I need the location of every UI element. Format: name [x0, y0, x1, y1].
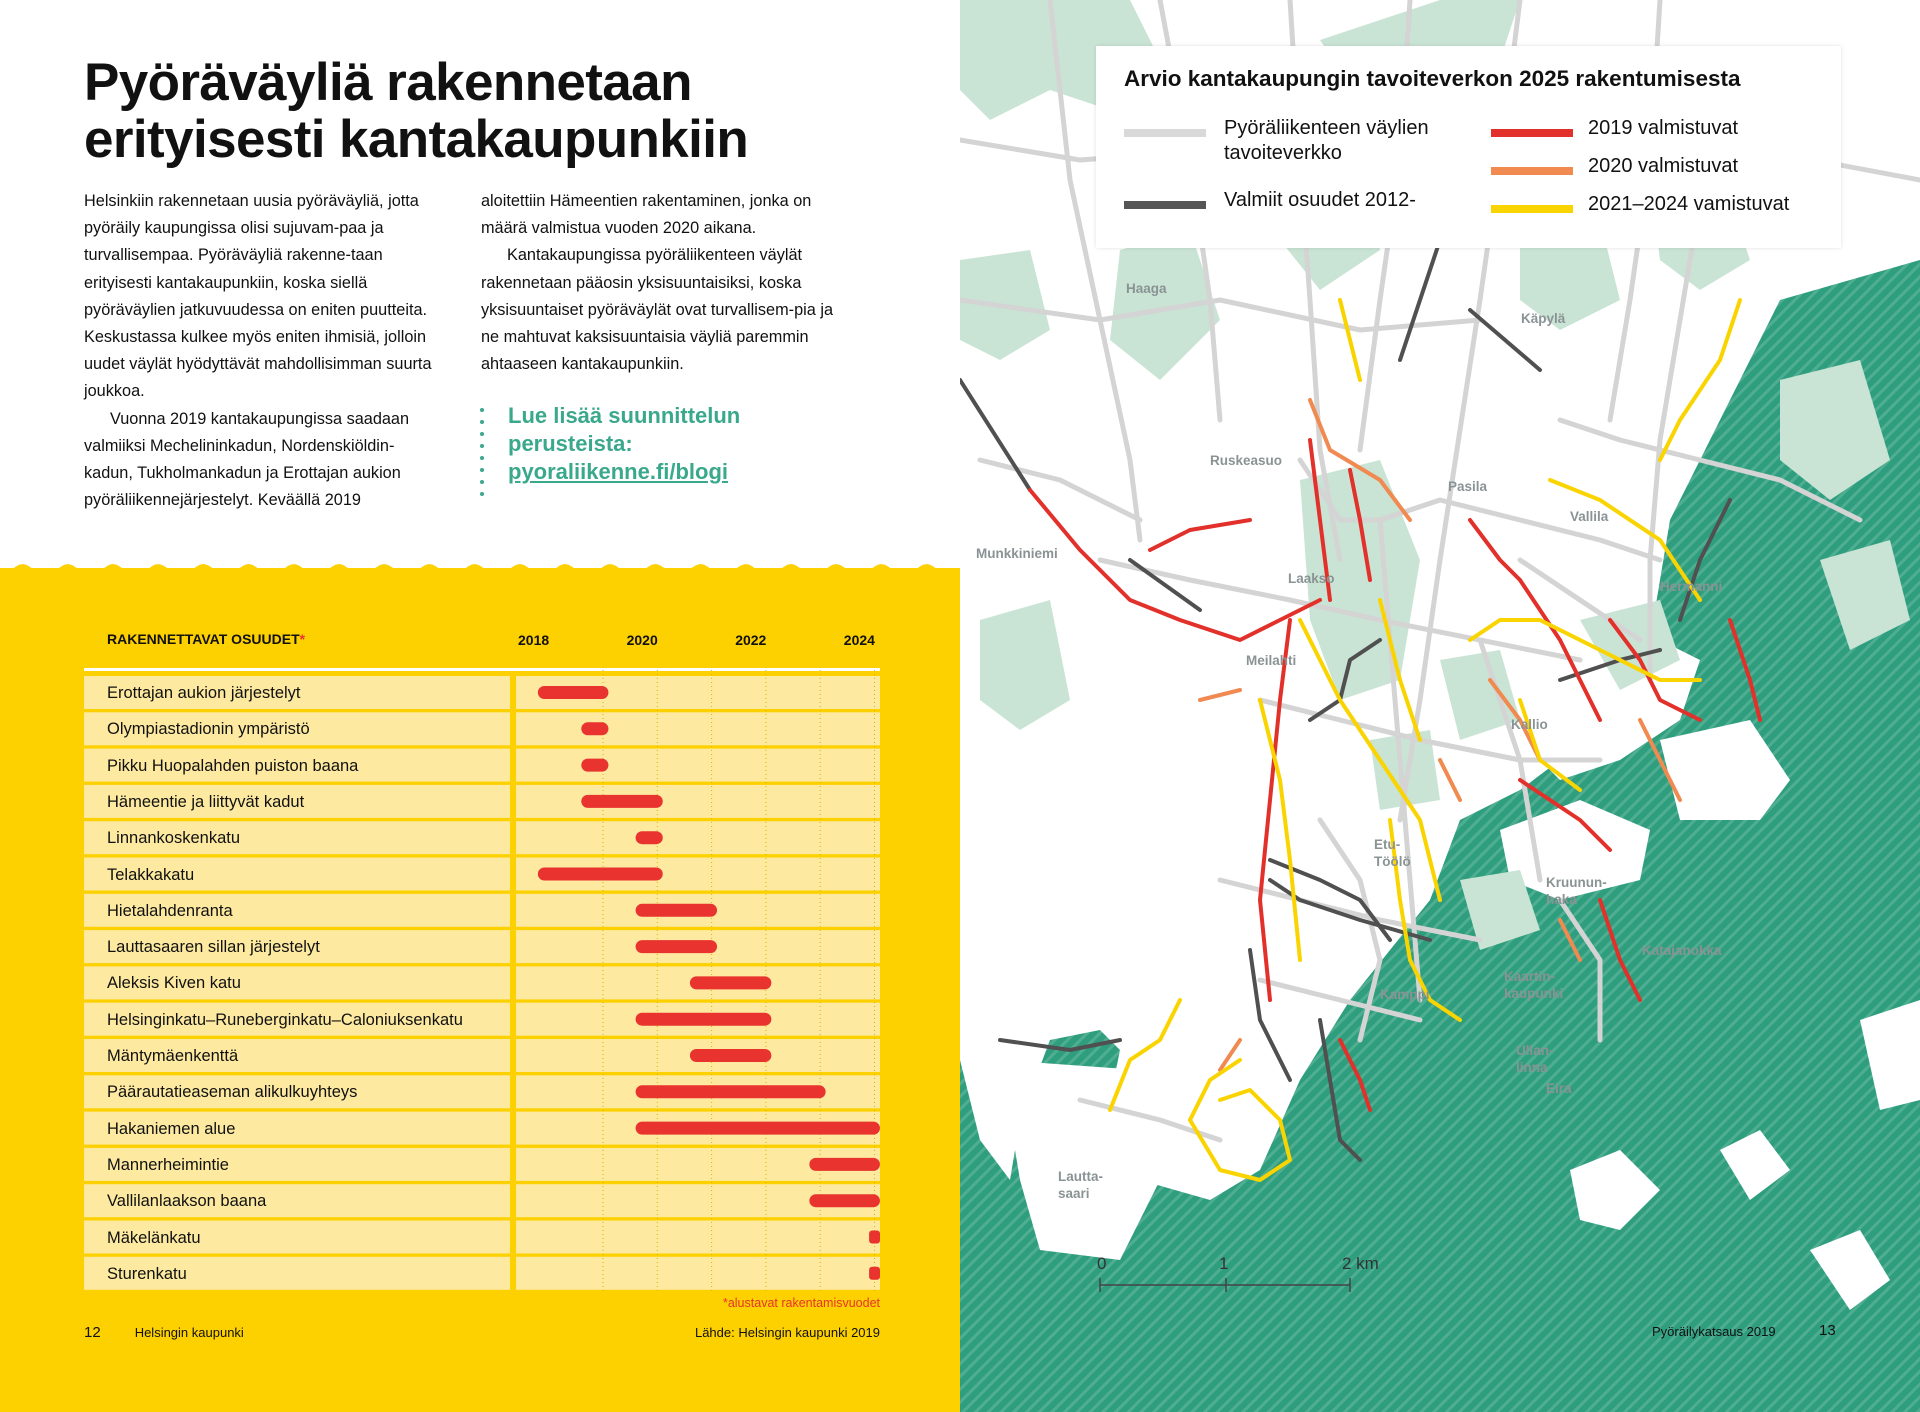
legend-label-completed: Valmiit osuudet 2012- [1224, 189, 1416, 211]
gantt-year-label: 2022 [735, 632, 767, 648]
place-name-line: Ruskeasuo [1210, 453, 1283, 468]
footer-right-title: Pyöräilykatsaus 2019 [1652, 1324, 1776, 1339]
gantt-row-label: Olympiastadionin ympäristö [107, 720, 310, 739]
body-paragraph: aloitettiin Hämeentien rakentaminen, jonka on määrä valmistua vuoden 2020 aikana. [481, 192, 812, 238]
gantt-row-timeline-bg [516, 821, 880, 854]
body-paragraph: Helsinkiin rakennetaan uusia pyöräväyliä, jotta pyöräily kaupungissa olisi sujuvam-paa ja turvallisempaa. Pyöräväyliä rakenne-taan erityisesti kantakaupunkiin, koska siellä pyöräväylien jatkuvuudessa on eniten puutteita. Keskustassa kulkee myös eniten ihmisiä, jolloin uudet väylät hyödyttävät mahdollisimman suurta joukkoa. [84, 192, 432, 401]
gantt-row-timeline-bg [516, 1221, 880, 1254]
gantt-bar [636, 904, 717, 917]
gantt-heading-text: RAKENNETTAVAT OSUUDET [107, 631, 300, 647]
place-name-line: Munkkiniemi [976, 546, 1058, 561]
gantt-row-timeline-bg [516, 749, 880, 782]
gantt-year-label: 2020 [626, 632, 658, 648]
gantt-row-label: Vallilanlaakson baana [107, 1192, 267, 1211]
map-place-label [1058, 1168, 1103, 1202]
map-place-label [1374, 836, 1411, 870]
gantt-row-label: Hakaniemen alue [107, 1119, 236, 1138]
legend-label-2021-2024: 2021–2024 vamistuvat [1588, 193, 1790, 215]
place-name-line: Meilahti [1246, 653, 1297, 668]
gantt-bar [690, 976, 771, 989]
place-name-line: Käpylä [1521, 311, 1566, 326]
place-name-line: Hermanni [1660, 579, 1723, 594]
legend-label-2020: 2020 valmistuvat [1588, 155, 1739, 177]
map-place-label [1660, 578, 1722, 595]
place-name-line: Haaga [1126, 281, 1167, 296]
title-line-2: erityisesti kantakaupunkiin [84, 110, 749, 169]
map-place-label [1288, 570, 1335, 587]
gantt-bar [636, 1013, 772, 1026]
legend-swatch-2019 [1491, 129, 1573, 137]
gantt-row-label: Lauttasaaren sillan järjestelyt [107, 938, 320, 957]
gantt-row-timeline-bg [516, 1257, 880, 1290]
gantt-row-label: Mäkelänkatu [107, 1228, 201, 1247]
gantt-bar [581, 795, 662, 808]
place-name-line: Lautta- [1058, 1169, 1103, 1184]
place-name-line: Laakso [1288, 571, 1335, 586]
gantt-bar [636, 1085, 826, 1098]
legend-label-target-network [1224, 116, 1429, 166]
legend-swatch-2021-2024 [1491, 205, 1573, 213]
gantt-bar [581, 759, 608, 772]
gantt-row-label: Hämeentie ja liittyvät kadut [107, 792, 305, 811]
place-name-line: Vallila [1570, 509, 1609, 524]
gantt-heading [107, 631, 305, 647]
place-name-line: saari [1058, 1186, 1090, 1201]
gantt-asterisk: * [299, 631, 306, 647]
gantt-row-label: Erottajan aukion järjestelyt [107, 684, 301, 702]
gantt-bar [869, 1267, 880, 1280]
map-place-label [1380, 986, 1430, 1003]
scale-label-0: 0 [1097, 1254, 1107, 1273]
gantt-bar [636, 1122, 880, 1135]
map-place-label [976, 545, 1058, 562]
gantt-top-rule [84, 668, 880, 671]
cta-line-2: perusteista: [508, 431, 633, 456]
map-place-label [1448, 478, 1487, 495]
map-place-label [1546, 874, 1607, 908]
gantt-bar [636, 940, 717, 953]
map-place-label [1246, 652, 1296, 669]
legend-swatch-target-network [1124, 129, 1206, 137]
map-place-label [1521, 310, 1565, 327]
page-number-left: 12 [84, 1324, 101, 1341]
gantt-row-label: Telakkakatu [107, 865, 195, 884]
place-name-line: Eira [1546, 1081, 1572, 1096]
gantt-note: *alustavat rakentamisvuodet [722, 1296, 880, 1310]
legend-label-line: Pyöräliikenteen väylien [1224, 117, 1429, 139]
map-place-label [1504, 968, 1563, 1002]
map-place-label [1546, 1080, 1572, 1097]
gantt-row-label: Aleksis Kiven katu [107, 974, 241, 993]
body-paragraph: Vuonna 2019 kantakaupungissa saadaan valmiiksi Mechelininkadun, Nordenskiöldin-kadun, Tukholmankadun ja Erottajan aukion pyöräliikennejärjestelyt. Keväällä 2019 [84, 409, 410, 510]
place-name-line: Pasila [1448, 479, 1488, 494]
gantt-row-label: Mäntymäenkenttä [107, 1047, 239, 1065]
gantt-bar [636, 831, 663, 844]
gantt-row-label: Päärautatieaseman alikulkuyhteys [107, 1083, 358, 1102]
place-name-line: kaupunki [1504, 986, 1564, 1001]
place-name-line: Kaartin- [1504, 969, 1556, 984]
place-name-line: Töölö [1374, 854, 1411, 869]
scale-label-2km: 2 km [1342, 1254, 1379, 1273]
legend-label-2019: 2019 valmistuvat [1588, 117, 1739, 139]
gantt-row-label: Hietalahdenranta [107, 901, 233, 920]
map-place-label [1210, 452, 1282, 469]
gantt-bar [809, 1194, 880, 1207]
gantt-bar [581, 722, 608, 735]
gantt-row-label: Linnankoskenkatu [107, 829, 241, 848]
cta-line-1: Lue lisää suunnittelun [508, 403, 741, 428]
map-place-label [1642, 942, 1722, 959]
map-place-label [1126, 280, 1167, 297]
gantt-year-label: 2018 [518, 632, 550, 648]
footer-org: Helsingin kaupunki [134, 1325, 244, 1340]
place-name-line: Ullan- [1516, 1043, 1554, 1058]
body-paragraph: Kantakaupungissa pyöräliikenteen väylät rakennetaan pääosin yksisuuntaisiksi, koska yksisuuntaiset pyöräväylät ovat turvallisem-pia ja ne mahtuvat kaksisuuntaisia väyliä paremmin ahtaaseen kantakaupunkiin. [481, 246, 834, 374]
gantt-year-label: 2024 [843, 632, 875, 648]
gantt-row-label: Mannerheimintie [107, 1155, 229, 1174]
title-line-1: Pyöräväyliä rakennetaan [84, 53, 692, 112]
legend-swatch-completed [1124, 201, 1206, 209]
gantt-source: Lähde: Helsingin kaupunki 2019 [694, 1325, 880, 1340]
place-name-line: Katajanokka [1642, 943, 1722, 958]
gantt-bar [869, 1231, 880, 1244]
place-name-line: Kamppi [1380, 987, 1430, 1002]
footer-left [84, 1324, 244, 1341]
gantt-bar [809, 1158, 880, 1171]
gantt-row-label: Sturenkatu [107, 1264, 187, 1283]
place-name-line: Etu- [1374, 837, 1401, 852]
map-place-label [1516, 1042, 1554, 1076]
page-number-right: 13 [1819, 1322, 1836, 1339]
place-name-line: Kallio [1511, 717, 1548, 732]
map-place-label [1570, 508, 1608, 525]
gantt-bar [690, 1049, 771, 1062]
legend-title: Arvio kantakaupungin tavoiteverkon 2025 rakentumisesta [1124, 66, 1741, 91]
place-name-line: Kruunun- [1546, 875, 1607, 890]
legend-swatch-2020 [1491, 167, 1573, 175]
gantt-row-label: Pikku Huopalahden puiston baana [107, 756, 359, 775]
gantt-bar [538, 868, 663, 881]
legend-label-line: tavoiteverkko [1224, 142, 1342, 164]
gantt-row-timeline-bg [516, 785, 880, 818]
place-name-line: haka [1546, 892, 1577, 907]
scale-label-1: 1 [1219, 1254, 1229, 1273]
gantt-row-label: Helsinginkatu–Runeberginkatu–Caloniuksenkatu [107, 1010, 463, 1029]
map-legend [1096, 46, 1841, 248]
gantt-bar [538, 686, 609, 699]
gantt-row-timeline-bg [516, 712, 880, 745]
blog-link[interactable]: pyoraliikenne.fi/blogi [508, 459, 729, 484]
place-name-line: linna [1516, 1060, 1548, 1075]
map-place-label [1511, 716, 1548, 733]
